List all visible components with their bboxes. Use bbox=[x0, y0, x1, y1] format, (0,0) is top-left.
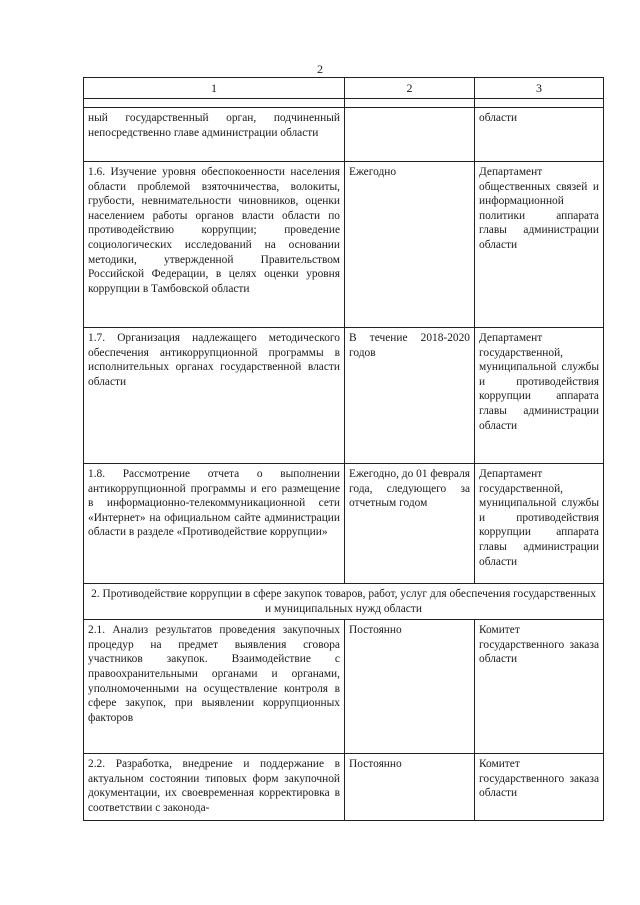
executor-cell: Департамент общественных связей и информационной политики аппарата главы администрации области bbox=[475, 162, 604, 328]
section-heading-row bbox=[84, 584, 604, 620]
page-number: 2 bbox=[317, 62, 323, 76]
measure-cell: 2.2. Разработка, внедрение и поддержание в актуальном состоянии типовых форм закупочной документации, их своевременная корректировка в соответствии с законода- bbox=[84, 754, 345, 820]
deadline-cell: В течение 2018-2020 годов bbox=[345, 328, 475, 464]
deadline-cell: Постоянно bbox=[345, 754, 475, 820]
measures-table bbox=[83, 77, 604, 821]
table-header-row bbox=[84, 78, 604, 99]
header-col-3: 3 bbox=[475, 78, 604, 99]
section-heading: 2. Противодействие коррупции в сфере закупок товаров, работ, услуг для обеспечения государственных и муниципальных нужд области bbox=[84, 584, 604, 620]
measure-cell: ный государственный орган, подчиненный непосредственно главе администрации области bbox=[84, 108, 345, 162]
header-col-1: 1 bbox=[84, 78, 345, 99]
table-row bbox=[84, 162, 604, 328]
header-col-2: 2 bbox=[345, 78, 475, 99]
executor-cell: области bbox=[475, 108, 604, 162]
table-row bbox=[84, 464, 604, 584]
executor-cell: Департамент государственной, муниципальной службы и противодействия коррупции аппарата главы администрации области bbox=[475, 464, 604, 584]
table-row bbox=[84, 108, 604, 162]
executor-cell: Комитет государственного заказа области bbox=[475, 754, 604, 820]
measure-cell: 1.7. Организация надлежащего методического обеспечения антикоррупционной программы в исполнительных органах государственной власти области bbox=[84, 328, 345, 464]
deadline-cell: Ежегодно, до 01 февраля года, следующего за отчетным годом bbox=[345, 464, 475, 584]
executor-cell: Комитет государственного заказа области bbox=[475, 620, 604, 754]
table-row bbox=[84, 328, 604, 464]
deadline-cell: Ежегодно bbox=[345, 162, 475, 328]
measure-cell: 1.8. Рассмотрение отчета о выполнении антикоррупционной программы и его размещение в информационно-телекоммуникационной сети «Интернет» на официальном сайте администрации области в разделе «Противодействие коррупции» bbox=[84, 464, 345, 584]
table-row bbox=[84, 620, 604, 754]
header-gap bbox=[84, 99, 604, 108]
measure-cell: 1.6. Изучение уровня обеспокоенности населения области проблемой взяточничества, волокиты, грубости, невнимательности чиновников, оценки населением работы органов власти области по противодействию коррупции; проведение социологических исследований на основании методики, утвержденной Правительством Российской Федерации, в целях оценки уровня коррупции в Тамбовской области bbox=[84, 162, 345, 328]
executor-cell: Департамент государственной, муниципальной службы и противодействия коррупции аппарата главы администрации области bbox=[475, 328, 604, 464]
table-row bbox=[84, 754, 604, 820]
deadline-cell: Постоянно bbox=[345, 620, 475, 754]
deadline-cell bbox=[345, 108, 475, 162]
measure-cell: 2.1. Анализ результатов проведения закупочных процедур на предмет выявления сговора участников закупок. Взаимодействие с правоохранительными органами и органами, уполномоченными на осуществление контроля в сфере закупок, при выявлении коррупционных факторов bbox=[84, 620, 345, 754]
